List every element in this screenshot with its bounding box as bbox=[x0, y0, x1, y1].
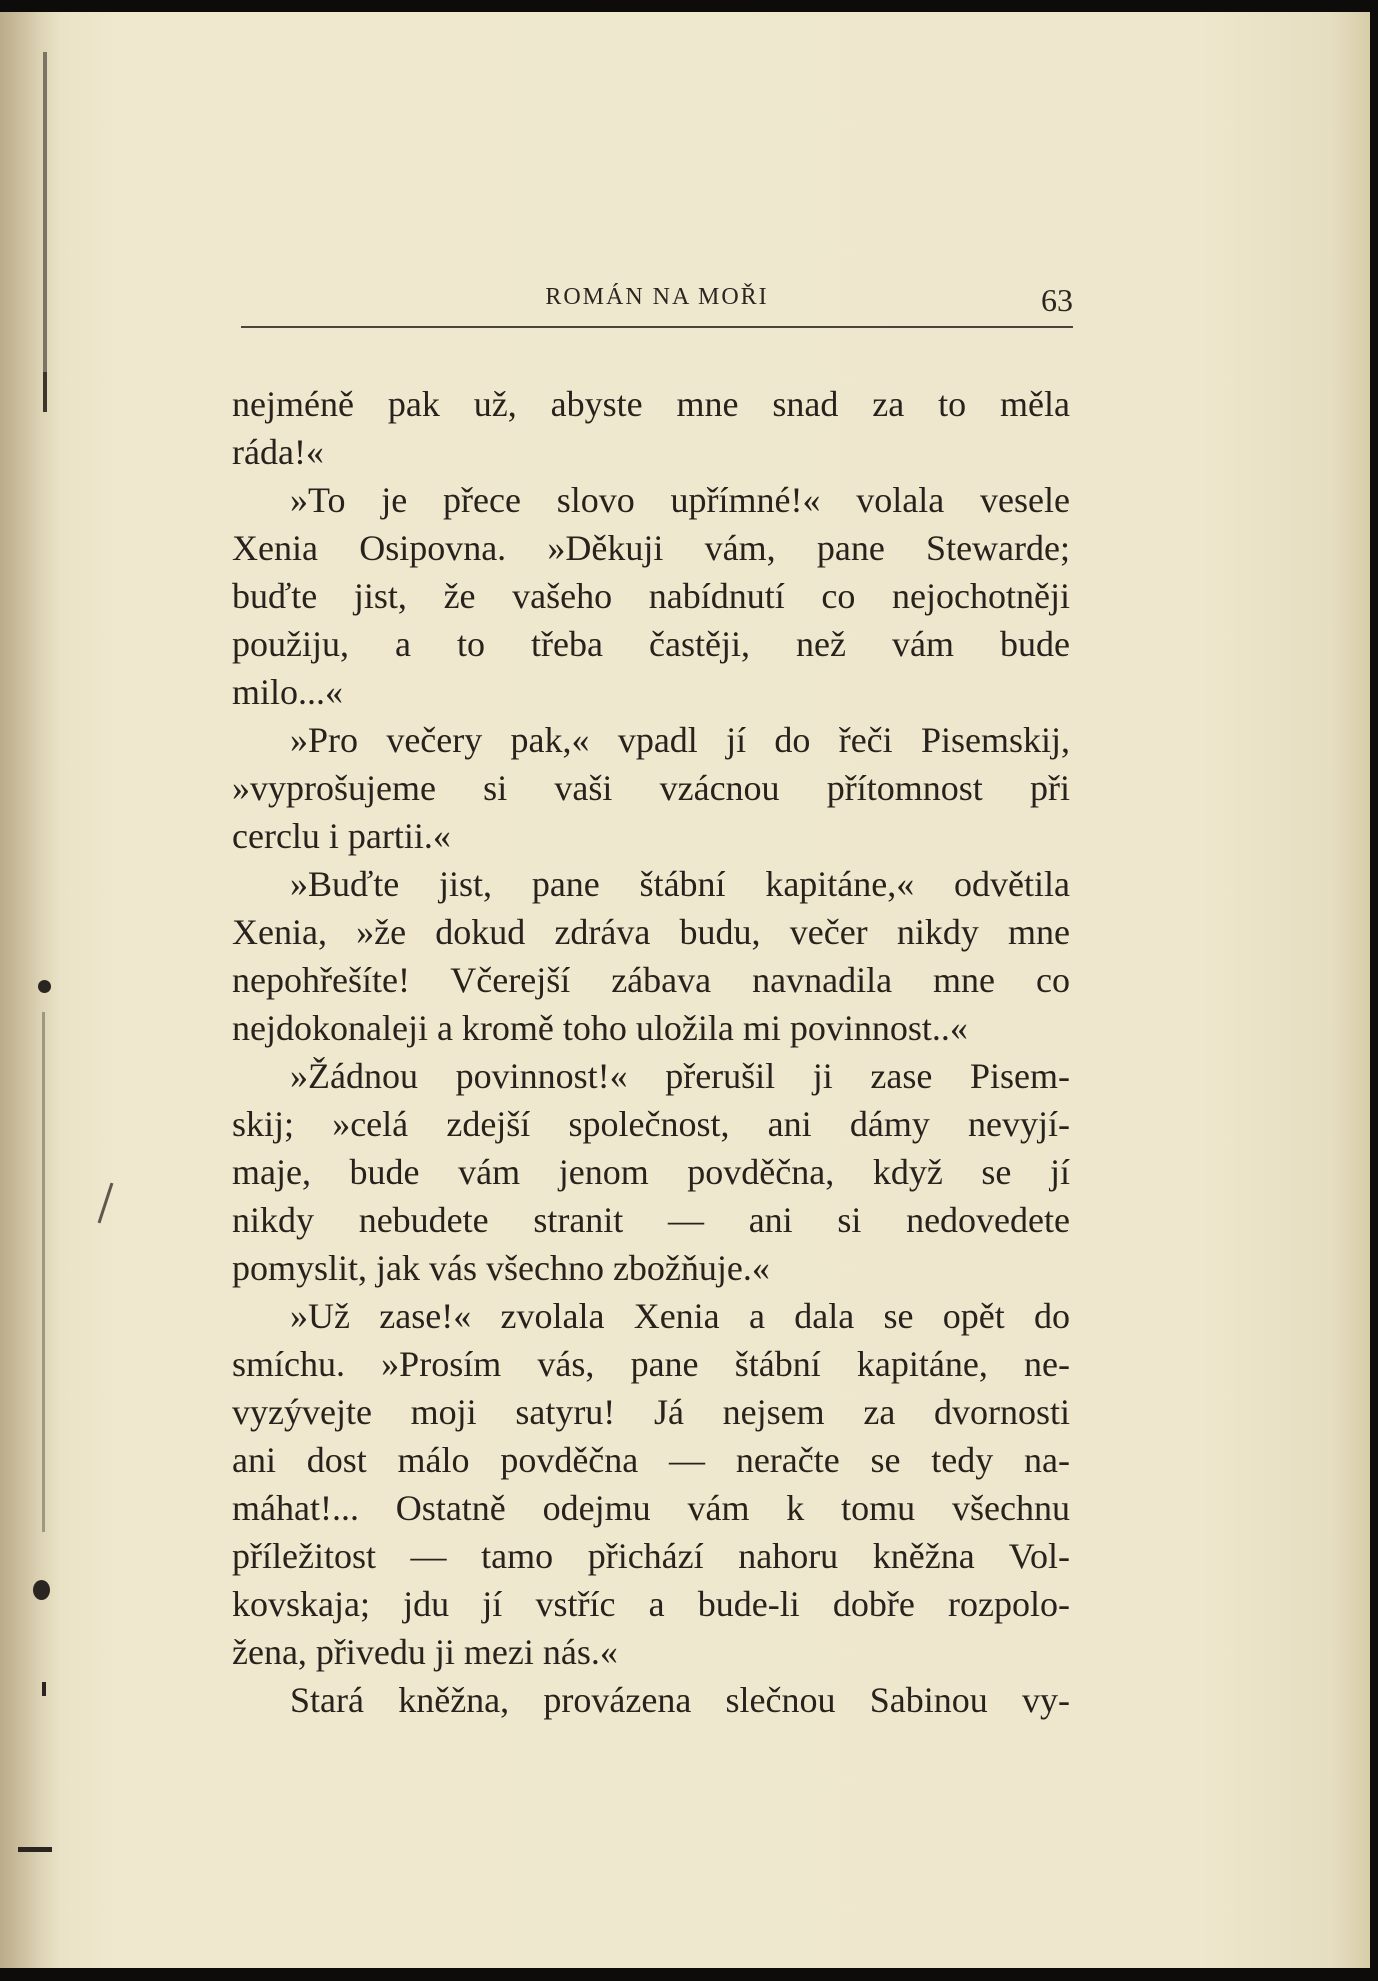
text-line: smíchu. »Prosím vás, pane štábní kapitáne, ne- bbox=[232, 1344, 1070, 1384]
text-line: pomyslit, jak vás všechno zbožňuje.« bbox=[232, 1248, 770, 1288]
text-line: nejméně pak už, abyste mne snad za to měla bbox=[232, 384, 1070, 424]
margin-mark bbox=[43, 372, 47, 412]
text-line: cerclu i partii.« bbox=[232, 816, 451, 856]
text-line: maje, bude vám jenom povděčna, když se jí bbox=[232, 1152, 1070, 1192]
margin-pencil-mark bbox=[98, 1183, 114, 1224]
margin-mark bbox=[43, 52, 47, 372]
text-line: ani dost málo povděčna — neračte se tedy na- bbox=[232, 1440, 1070, 1480]
text-line: skij; »celá zdejší společnost, ani dámy nevyjí- bbox=[232, 1104, 1070, 1144]
margin-mark bbox=[18, 1847, 52, 1852]
text-line: příležitost — tamo přichází nahoru kněžna Vol- bbox=[232, 1536, 1070, 1576]
text-line: Xenia Osipovna. »Děkuji vám, pane Stewarde; bbox=[232, 528, 1070, 568]
text-line: »Žádnou povinnost!« přerušil ji zase Pisem- bbox=[290, 1056, 1070, 1096]
text-line: žena, přivedu ji mezi nás.« bbox=[232, 1632, 618, 1672]
text-line: nejdokonaleji a kromě toho uložila mi povinnost..« bbox=[232, 1008, 968, 1048]
text-line: »vyprošujeme si vaši vzácnou přítomnost při bbox=[232, 768, 1070, 808]
text-line: nikdy nebudete stranit — ani si nedovedete bbox=[232, 1200, 1070, 1240]
text-line: máhat!... Ostatně odejmu vám k tomu všechnu bbox=[232, 1488, 1070, 1528]
margin-mark bbox=[42, 1012, 45, 1532]
page-gutter-shadow bbox=[0, 12, 60, 1968]
margin-mark bbox=[33, 1580, 50, 1600]
text-line: použiju, a to třeba častěji, než vám bude bbox=[232, 624, 1070, 664]
text-line: buďte jist, že vašeho nabídnutí co nejochotněji bbox=[232, 576, 1070, 616]
page-header bbox=[241, 278, 1073, 328]
page-number: 63 bbox=[1041, 282, 1073, 318]
text-line: »To je přece slovo upřímné!« volala vesele bbox=[290, 480, 1070, 520]
text-line: vyzývejte moji satyru! Já nejsem za dvornosti bbox=[232, 1392, 1070, 1432]
text-line: milo...« bbox=[232, 672, 344, 712]
text-line: Stará kněžna, provázena slečnou Sabinou vy- bbox=[290, 1680, 1070, 1720]
margin-mark bbox=[42, 1682, 46, 1696]
header-rule bbox=[241, 326, 1073, 328]
body-text bbox=[232, 380, 1070, 1724]
text-line: »Už zase!« zvolala Xenia a dala se opět do bbox=[290, 1296, 1070, 1336]
text-line: »Buďte jist, pane štábní kapitáne,« odvětila bbox=[290, 864, 1070, 904]
running-title: ROMÁN NA MOŘI bbox=[545, 284, 769, 310]
text-line: ráda!« bbox=[232, 432, 324, 472]
margin-mark bbox=[38, 980, 51, 993]
text-line: nepohřešíte! Včerejší zábava navnadila mne co bbox=[232, 960, 1070, 1000]
text-line: Xenia, »že dokud zdráva budu, večer nikdy mne bbox=[232, 912, 1070, 952]
text-line: kovskaja; jdu jí vstříc a bude-li dobře rozpolo- bbox=[232, 1584, 1070, 1624]
text-line: »Pro večery pak,« vpadl jí do řeči Pisemskij, bbox=[290, 720, 1070, 760]
